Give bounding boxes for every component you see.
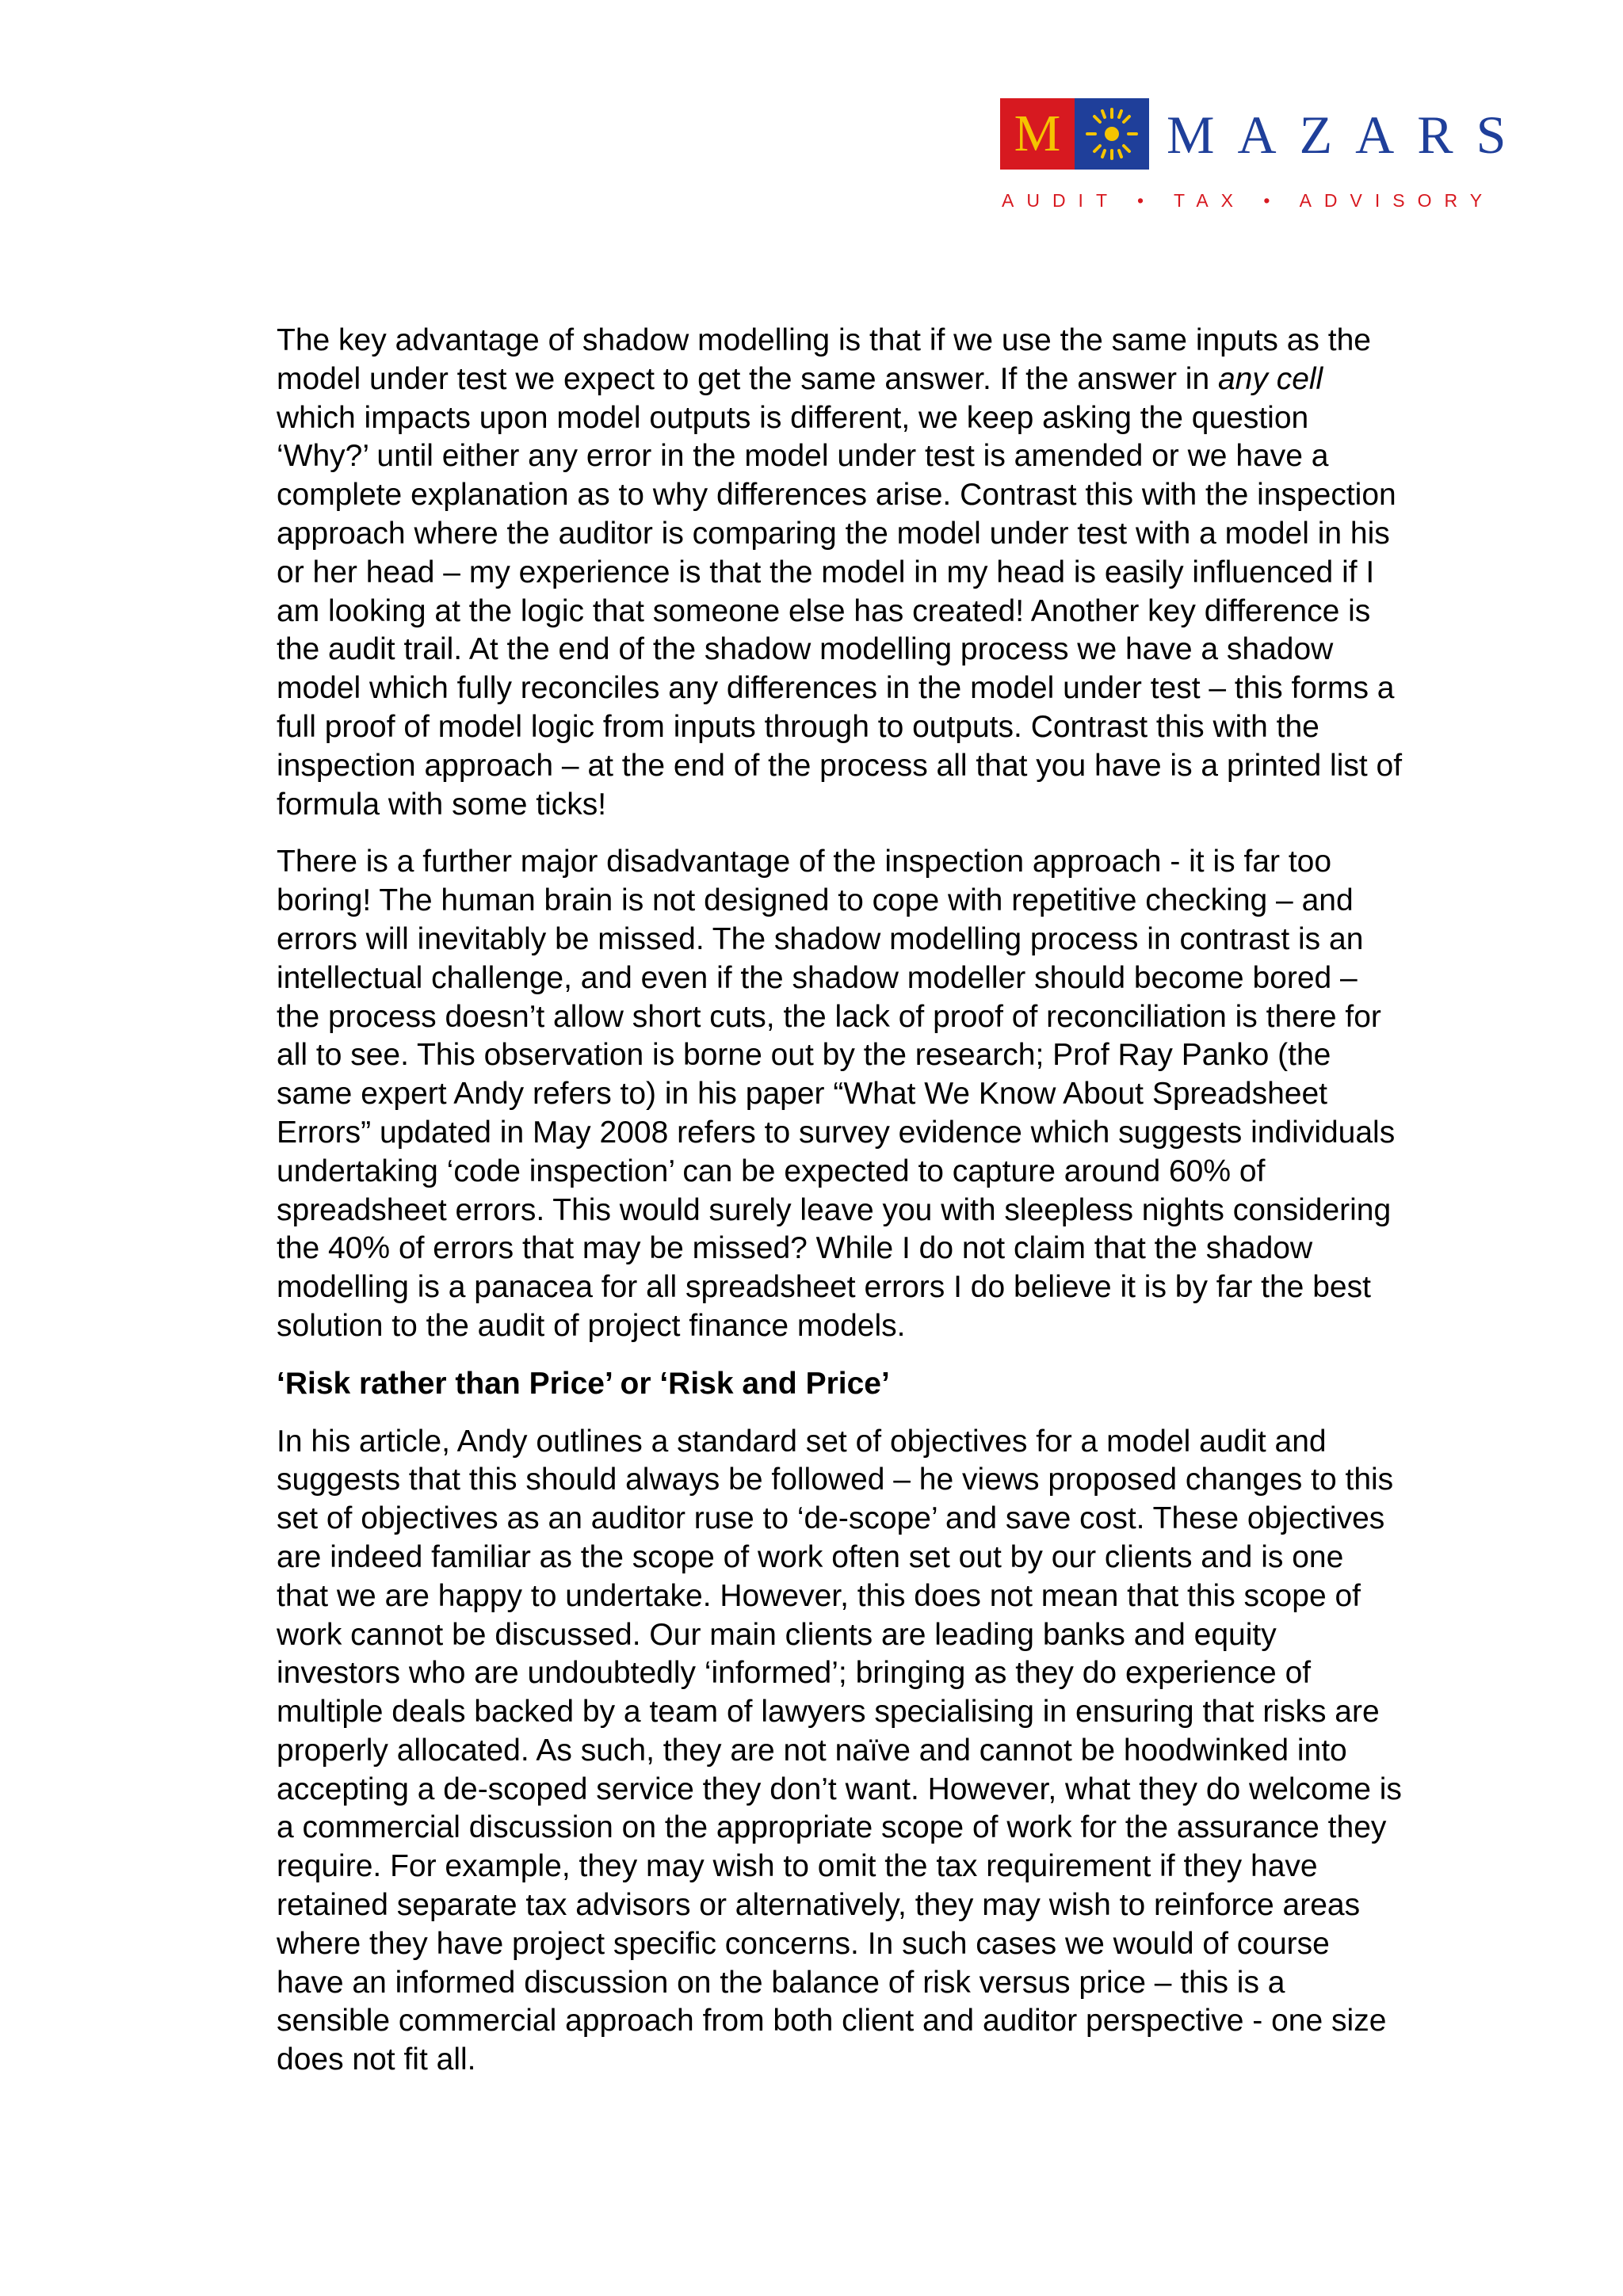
mazars-logo: [1000, 98, 1529, 217]
paragraph-risk-and-price: [277, 1423, 1489, 2081]
text-line: errors will inevitably be missed. The shadow modelling process in contrast is an: [277, 921, 1364, 956]
text-segment: model under test we expect to get the same answer. If the answer in: [277, 361, 1218, 396]
text-line: the process doesn’t allow short cuts, the lack of proof of reconciliation is there for: [277, 999, 1381, 1034]
text-line: which impacts upon model outputs is different, we keep asking the question: [277, 400, 1309, 435]
text-line: intellectual challenge, and even if the shadow modeller should become bored –: [277, 960, 1358, 995]
text-line: same expert Andy refers to) in his paper “What We Know About Spreadsheet: [277, 1077, 1327, 1112]
logo-wordmark: MAZARS: [1167, 105, 1529, 165]
text-line: Errors” updated in May 2008 refers to survey evidence which suggests individuals: [277, 1115, 1396, 1150]
text-line: require. For example, they may wish to omit the tax requirement if they have: [277, 1849, 1318, 1884]
text-line: approach where the auditor is comparing the model under test with a model in his: [277, 516, 1390, 551]
text-line: sensible commercial approach from both client and auditor perspective - one size: [277, 2004, 1387, 2039]
text-line: boring! The human brain is not designed to cope with repetitive checking – and: [277, 883, 1354, 918]
text-line: are indeed familiar as the scope of work often set out by our clients and is one: [277, 1539, 1344, 1574]
text-line: complete explanation as to why differences arise. Contrast this with the inspection: [277, 478, 1396, 513]
text-line: properly allocated. As such, they are not naïve and cannot be hoodwinked into: [277, 1733, 1347, 1768]
section-heading: ‘Risk rather than Price’ or ‘Risk and Price’: [277, 1366, 890, 1401]
text-line: [277, 360, 1489, 399]
emphasis-any-cell: any cell: [1217, 361, 1323, 396]
text-line: modelling is a panacea for all spreadsheet errors I do believe it is by far the best: [277, 1270, 1371, 1305]
text-line: The key advantage of shadow modelling is that if we use the same inputs as the: [277, 323, 1371, 357]
text-line: There is a further major disadvantage of the inspection approach - it is far too: [277, 845, 1332, 879]
text-line: does not fit all.: [277, 2042, 476, 2077]
text-line: full proof of model logic from inputs through to outputs. Contrast this with the: [277, 709, 1319, 744]
text-line: accepting a de-scoped service they don’t want. However, what they do welcome is: [277, 1772, 1402, 1806]
logo-tagline: AUDIT • TAX • ADVISORY: [1002, 190, 1495, 211]
paragraph-inspection-disadvantage: [277, 843, 1489, 1345]
text-line: investors who are undoubtedly ‘informed’; bringing as they do experience of: [277, 1656, 1312, 1691]
text-line: where they have project specific concerns. In such cases we would of course: [277, 1926, 1330, 1961]
text-line: all to see. This observation is borne out by the research; Prof Ray Panko (the: [277, 1038, 1331, 1073]
text-line: retained separate tax advisors or alternatively, they may wish to reinforce areas: [277, 1888, 1361, 1923]
text-line: a commercial discussion on the appropriate scope of work for the assurance they: [277, 1810, 1387, 1845]
sun-burst-icon: [1075, 98, 1149, 170]
text-line: multiple deals backed by a team of lawyers specialising in ensuring that risks are: [277, 1695, 1380, 1730]
text-line: work cannot be discussed. Our main clients are leading banks and equity: [277, 1617, 1277, 1652]
text-line: the 40% of errors that may be missed? While I do not claim that the shadow: [277, 1231, 1313, 1266]
text-line: set of objectives as an auditor ruse to ‘de-scope’ and save cost. These objectives: [277, 1501, 1385, 1536]
text-line: ‘Why?’ until either any error in the model under test is amended or we have a: [277, 439, 1329, 474]
text-line: formula with some ticks!: [277, 787, 607, 822]
text-line: that we are happy to undertake. However, this does not mean that this scope of: [277, 1578, 1361, 1613]
text-line: solution to the audit of project finance models.: [277, 1308, 906, 1343]
logo-letter: M: [1014, 105, 1061, 162]
text-line: have an informed discussion on the balance of risk versus price – this is a: [277, 1965, 1285, 2000]
text-line: inspection approach – at the end of the process all that you have is a printed list of: [277, 748, 1403, 783]
logo-sun-box: [1075, 98, 1149, 170]
logo-m-box: [1000, 98, 1075, 170]
text-line: model which fully reconciles any differences in the model under test – this forms a: [277, 671, 1395, 706]
text-line: or her head – my experience is that the model in my head is easily influenced if I: [277, 555, 1375, 589]
text-line: spreadsheet errors. This would surely leave you with sleepless nights considering: [277, 1192, 1392, 1227]
text-line: the audit trail. At the end of the shadow modelling process we have a shadow: [277, 632, 1334, 667]
text-line: suggests that this should always be followed – he views proposed changes to this: [277, 1463, 1394, 1497]
paragraph-shadow-modelling: [277, 322, 1489, 824]
text-line: am looking at the logic that someone else has created! Another key difference is: [277, 593, 1371, 628]
article-body: [277, 322, 1489, 2099]
text-line: undertaking ‘code inspection’ can be expected to capture around 60% of: [277, 1154, 1266, 1188]
text-line: In his article, Andy outlines a standard set of objectives for a model audit and: [277, 1424, 1327, 1459]
